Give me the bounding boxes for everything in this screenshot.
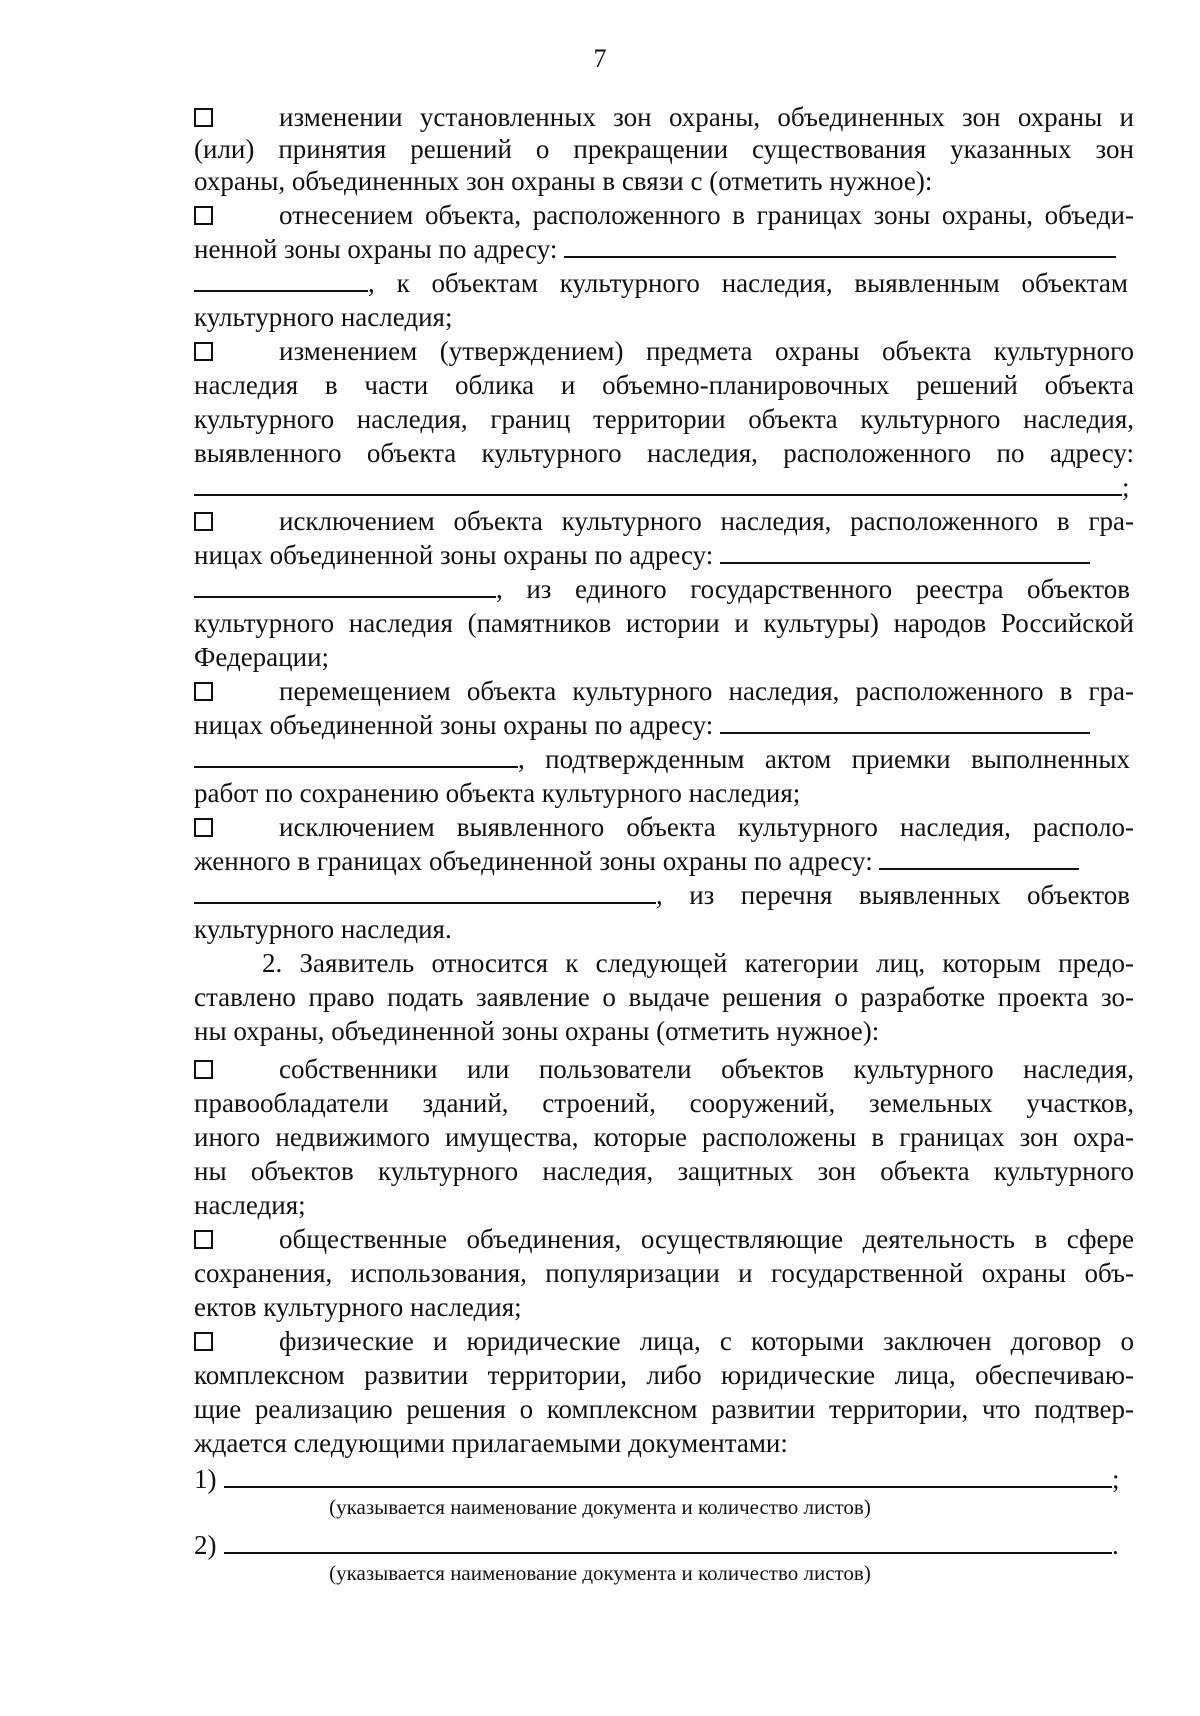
text-line: ; xyxy=(194,470,1134,504)
text-line: выявленного объекта культурного наследия, расположенного по адресу: xyxy=(194,438,1134,468)
checkbox[interactable] xyxy=(194,512,213,531)
document-line-1: 1) ; xyxy=(194,1464,1120,1494)
address-field[interactable] xyxy=(194,470,1122,496)
document-field-2[interactable] xyxy=(224,1528,1112,1554)
address-field-continued[interactable] xyxy=(194,572,496,598)
text-line: перемещением объекта культурного наследия, расположенного в гра- xyxy=(194,674,1134,708)
text-line: Федерации; xyxy=(194,642,330,672)
text-line: женного в границах объединенной зоны охраны по адресу: xyxy=(194,844,1134,878)
document-line-2: 2) . xyxy=(194,1530,1119,1560)
text-line: охраны, объединенных зон охраны в связи с (отметить нужное): xyxy=(194,166,933,196)
text-line: иного недвижимого имущества, которые расположены в границах зон охра- xyxy=(194,1122,1134,1152)
text-line: культурного наследия, границ территории объекта культурного наследия, xyxy=(194,404,1134,434)
address-field-continued[interactable] xyxy=(194,878,656,904)
document-caption-1: (указывается наименование документа и количество листов) xyxy=(329,1495,871,1519)
checkbox[interactable] xyxy=(194,818,213,837)
text-line: работ по сохранению объекта культурного наследия; xyxy=(194,778,801,808)
text-line: ны объектов культурного наследия, защитных зон объекта культурного xyxy=(194,1156,1134,1186)
text-line: ектов культурного наследия; xyxy=(194,1292,522,1322)
text-line: ненной зоны охраны по адресу: xyxy=(194,232,1134,266)
document-field-1[interactable] xyxy=(224,1462,1112,1488)
text-line: правообладатели зданий, строений, сооружений, земельных участков, xyxy=(194,1088,1134,1118)
text-line: щие реализацию решения о комплексном развитии территории, что подтвер- xyxy=(194,1394,1134,1424)
document-caption-2: (указывается наименование документа и количество листов) xyxy=(329,1561,871,1585)
text-line: комплексном развитии территории, либо юридические лица, обеспечиваю- xyxy=(194,1360,1134,1390)
text-line: культурного наследия (памятников истории и культуры) народов Российской xyxy=(194,608,1134,638)
text-line: общественные объединения, осуществляющие деятельность в сфере xyxy=(194,1222,1134,1256)
text-line: , из единого государственного реестра объектов xyxy=(194,572,1134,606)
text-line: , к объектам культурного наследия, выявленным объектам xyxy=(194,266,1134,300)
checkbox[interactable] xyxy=(194,342,213,361)
text-line: наследия; xyxy=(194,1190,306,1220)
text-line: ны охраны, объединенной зоны охраны (отметить нужное): xyxy=(194,1016,880,1046)
address-field-continued[interactable] xyxy=(194,742,518,768)
address-field[interactable] xyxy=(879,844,1079,870)
text-line: сохранения, использования, популяризации и государственной охраны объ- xyxy=(194,1258,1134,1288)
text-line: 2. Заявитель относится к следующей категории лиц, которым предо- xyxy=(262,948,1134,978)
text-line: исключением выявленного объекта культурного наследия, располо- xyxy=(194,810,1134,844)
checkbox[interactable] xyxy=(194,682,213,701)
text-line: ставлено право подать заявление о выдаче решения о разработке проекта зо- xyxy=(194,982,1134,1012)
text-line: отнесением объекта, расположенного в границах зоны охраны, объеди- xyxy=(194,198,1134,232)
text-line: ждается следующими прилагаемыми документами: xyxy=(194,1428,788,1458)
checkbox[interactable] xyxy=(194,1060,213,1079)
checkbox[interactable] xyxy=(194,206,213,225)
text-line: ницах объединенной зоны охраны по адресу: xyxy=(194,538,1134,572)
text-line: (или) принятия решений о прекращении существования указанных зон xyxy=(194,134,1134,164)
text-line: собственники или пользователи объектов культурного наследия, xyxy=(194,1052,1134,1086)
text-line: исключением объекта культурного наследия, расположенного в гра- xyxy=(194,504,1134,538)
text-line: , подтвержденным актом приемки выполненных xyxy=(194,742,1134,776)
text-line: культурного наследия. xyxy=(194,914,452,944)
checkbox[interactable] xyxy=(194,108,213,127)
address-field[interactable] xyxy=(564,232,1116,258)
text-line: ницах объединенной зоны охраны по адресу: xyxy=(194,708,1134,742)
text-line: наследия в части облика и объемно-планировочных решений объекта xyxy=(194,370,1134,400)
text-line: изменении установленных зон охраны, объединенных зон охраны и xyxy=(194,100,1134,134)
text-line: изменением (утверждением) предмета охраны объекта культурного xyxy=(194,334,1134,368)
page-number: 7 xyxy=(593,44,607,73)
text-line: , из перечня выявленных объектов xyxy=(194,878,1134,912)
text-line: физические и юридические лица, с которыми заключен договор о xyxy=(194,1324,1134,1358)
checkbox[interactable] xyxy=(194,1332,213,1351)
address-field[interactable] xyxy=(720,708,1090,734)
text-line: культурного наследия; xyxy=(194,302,453,332)
checkbox[interactable] xyxy=(194,1230,213,1249)
address-field[interactable] xyxy=(720,538,1090,564)
address-field-continued[interactable] xyxy=(194,266,368,292)
